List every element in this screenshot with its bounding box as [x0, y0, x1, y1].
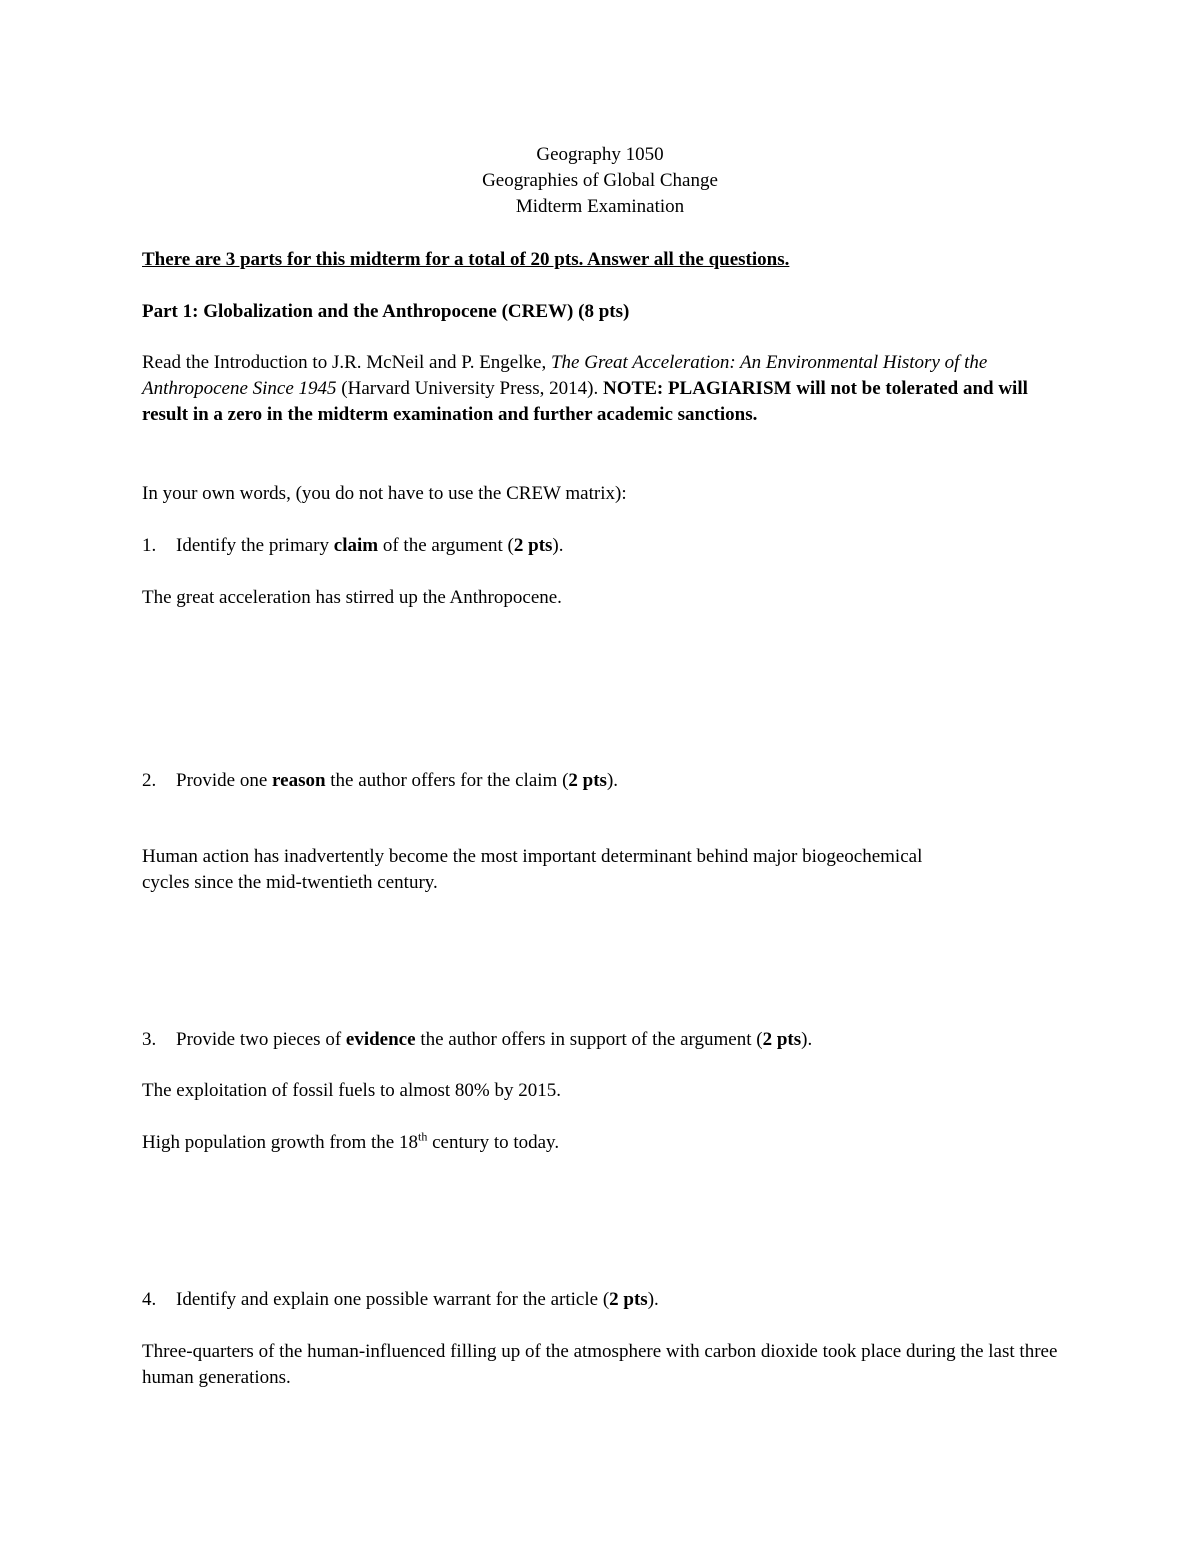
question-1 — [142, 533, 1062, 559]
question-number: 2. — [142, 770, 157, 791]
question-number: 4. — [142, 1289, 157, 1310]
answer-4: Three-quarters of the human-influenced filling up of the atmosphere with carbon dioxide took place during the last three human generations. — [142, 1341, 1058, 1388]
reading-intro: Read the Introduction to J.R. McNeil and P. Engelke, — [142, 352, 551, 373]
course-code: Geography 1050 — [536, 144, 664, 165]
question-text: of the argument ( — [378, 535, 514, 556]
exam-title: Midterm Examination — [515, 196, 685, 217]
publisher-info: (Harvard University Press, 2014). — [336, 378, 604, 399]
question-points: 2 pts — [609, 1289, 648, 1310]
course-title: Geographies of Global Change — [482, 170, 718, 191]
question-points: 2 pts — [513, 535, 553, 556]
question-3 — [142, 1027, 1062, 1053]
question-2 — [142, 768, 1062, 794]
answer-3a: The exploitation of fossil fuels to almost 80% by 2015. — [142, 1080, 562, 1101]
answer-1: The great acceleration has stirred up the Anthropocene. — [142, 587, 562, 608]
answer-text: century to today. — [427, 1132, 560, 1153]
answer-text: High population growth from the 18 — [142, 1132, 418, 1153]
ordinal-suffix: th — [418, 1129, 428, 1144]
book-title: The Great Acceleration: An Environmental History of the Anthropocene Since 1945 — [142, 352, 988, 399]
question-text: Provide one — [176, 770, 273, 791]
lead-in: In your own words, (you do not have to use the CREW matrix): — [142, 483, 627, 504]
question-points: 2 pts — [568, 770, 607, 791]
question-text: Identify and explain one possible warrant for the article ( — [176, 1289, 610, 1310]
question-text: the author offers for the claim ( — [325, 770, 569, 791]
question-keyword: reason — [272, 770, 326, 791]
reading-paragraph — [142, 350, 1062, 428]
question-keyword: claim — [333, 535, 379, 556]
answer-3b — [142, 1130, 1062, 1156]
document-header — [0, 142, 1200, 220]
question-text: ). — [552, 535, 564, 556]
question-text: ). — [606, 770, 619, 791]
question-text: ). — [801, 1029, 813, 1050]
question-number: 3. — [142, 1029, 157, 1050]
plagiarism-note: NOTE: PLAGIARISM will not be tolerated and will result in a zero in the midterm examination and further academic sanctions. — [142, 378, 1028, 425]
question-4 — [142, 1287, 1062, 1313]
instructions: There are 3 parts for this midterm for a total of 20 pts. Answer all the questions. — [142, 249, 790, 270]
question-points: 2 pts — [762, 1029, 802, 1050]
question-keyword: evidence — [345, 1029, 416, 1050]
answer-2: Human action has inadvertently become the most important determinant behind major biogeochemical cycles since the mid-twentieth century. — [142, 846, 923, 893]
question-number: 1. — [142, 535, 157, 556]
question-text: Identify the primary — [176, 535, 334, 556]
question-text: the author offers in support of the argument ( — [415, 1029, 763, 1050]
question-text: ). — [647, 1289, 659, 1310]
part1-heading: Part 1: Globalization and the Anthropocene (CREW) (8 pts) — [142, 301, 630, 322]
question-text: Provide two pieces of — [176, 1029, 346, 1050]
